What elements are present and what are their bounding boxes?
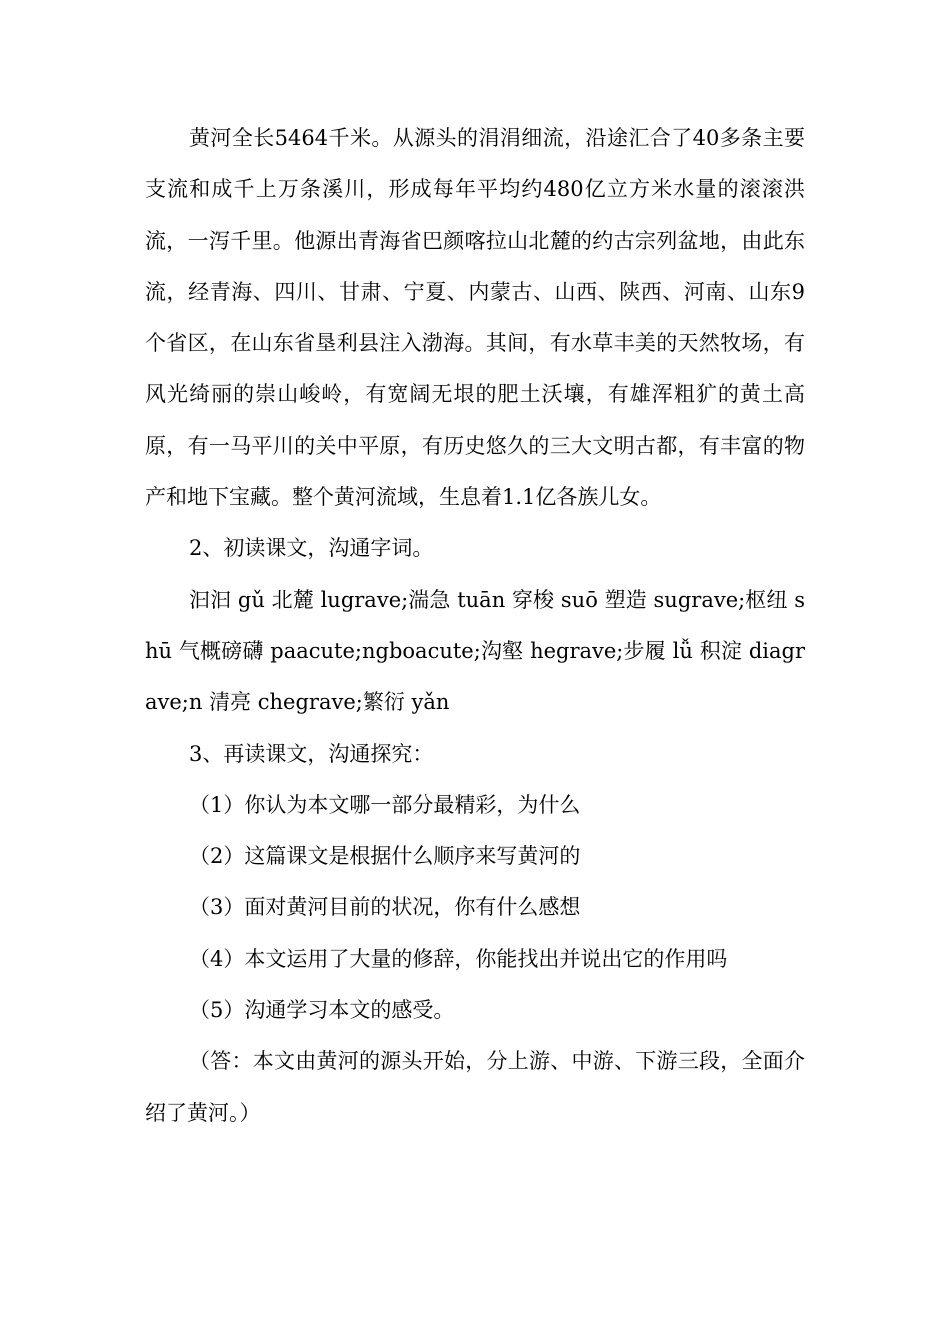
question-1: （1）你认为本文哪一部分最精彩，为什么 bbox=[189, 792, 581, 817]
question-3: （3）面对黄河目前的状况，你有什么感想 bbox=[189, 895, 581, 920]
question-2: （2）这篇课文是根据什么顺序来写黄河的 bbox=[189, 844, 581, 869]
answer-paragraph: （答：本文由黄河的源头开始，分上游、中游、下游三段，全面介绍了黄河。） bbox=[145, 1049, 805, 1125]
question-5: （5）沟通学习本文的感受。 bbox=[189, 998, 455, 1023]
question-4: （4）本文运用了大量的修辞，你能找出并说出它的作用吗 bbox=[189, 946, 728, 971]
paragraph-step-3-heading: 3、再读课文，沟通探究： bbox=[189, 741, 434, 766]
paragraph-vocabulary-list: 汩汩 gǔ 北麓 lugrave;湍急 tuān 穿梭 suō 塑造 sugrave;枢纽 shū 气概磅礴 paacute;ngboacute;沟壑 hegrave;步履 lǚ 积淀 diagrave;n 清亮 chegrave;繁衍 yǎn bbox=[145, 587, 805, 715]
paragraph-yellow-river-intro: 黄河全长5464千米。从源头的涓涓细流，沿途汇合了40多条主要支流和成千上万条溪川，形成每年平均约480亿立方米水量的滚滚洪流，一泻千里。他源出青海省巴颜喀拉山北麓的约古宗列盆地，由此东流，经青海、四川、甘肃、宁夏、内蒙古、山西、陕西、河南、山东9个省区，在山东省垦利县注入渤海。其间，有水草丰美的天然牧场，有风光绮丽的崇山峻岭，有宽阔无垠的肥土沃壤，有雄浑粗犷的黄土高原，有一马平川的关中平原，有历史悠久的三大文明古都，有丰富的物产和地下宝藏。整个黄河流域，生息着1.1亿各族儿女。 bbox=[145, 126, 805, 510]
paragraph-step-2-heading: 2、初读课文，沟通字词。 bbox=[189, 536, 434, 561]
document-body bbox=[145, 113, 805, 1139]
